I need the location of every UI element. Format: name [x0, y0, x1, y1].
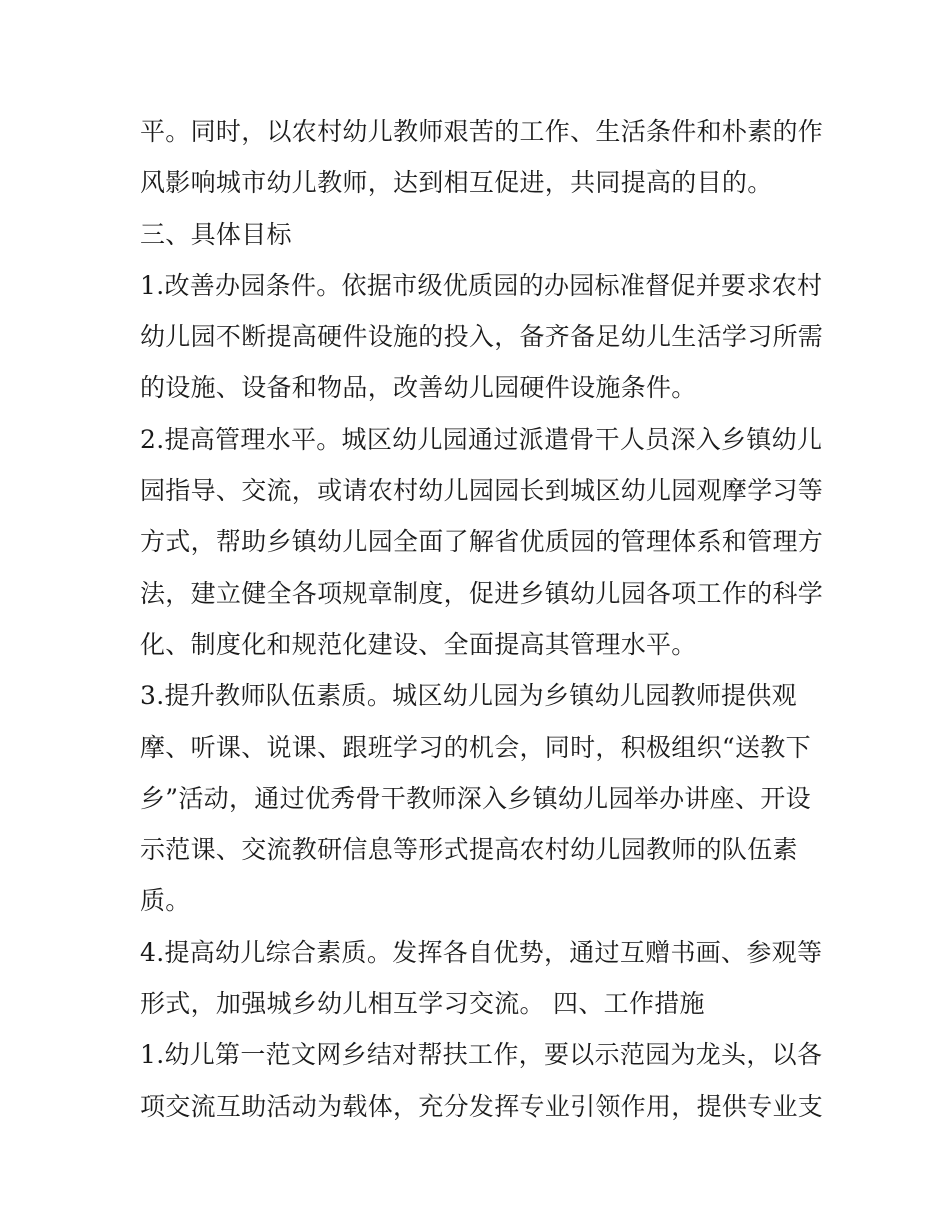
text-line-continuation: 平。同时，以农村幼儿教师艰苦的工作、生活条件和朴素的作 [140, 117, 824, 146]
body-text [140, 106, 824, 1132]
goal-4-line: 形式，加强城乡幼儿相互学习交流。 四、工作措施 [140, 989, 705, 1019]
goal-3-line: 3.提升教师队伍素质。城区幼儿园为乡镇幼儿园教师提供观 [140, 681, 797, 711]
goal-3-line: 摩、听课、说课、跟班学习的机会，同时，积极组织“送教下 [140, 732, 811, 762]
goal-3-line: 乡”活动，通过优秀骨干教师深入乡镇幼儿园举办讲座、开设 [140, 783, 811, 813]
measure-1-line: 项交流互助活动为载体，充分发挥专业引领作用，提供专业支 [140, 1091, 824, 1121]
goal-2-line: 法，建立健全各项规章制度，促进乡镇幼儿园各项工作的科学 [140, 578, 824, 608]
goal-1-line: 1.改善办园条件。依据市级优质园的办园标准督促并要求农村 [140, 270, 823, 300]
text-line-continuation: 风影响城市幼儿教师，达到相互促进，共同提高的目的。 [140, 168, 773, 198]
goal-2-line: 方式，帮助乡镇幼儿园全面了解省优质园的管理体系和管理方 [140, 527, 824, 557]
goal-2-line: 园指导、交流，或请农村幼儿园园长到城区幼儿园观摩学习等 [140, 476, 824, 506]
section-heading-specific-goals: 三、具体目标 [140, 219, 292, 249]
goal-2-line: 化、制度化和规范化建设、全面提高其管理水平。 [140, 629, 697, 659]
goal-1-line: 幼儿园不断提高硬件设施的投入，备齐备足幼儿生活学习所需 [140, 322, 824, 352]
goal-3-line: 质。 [140, 886, 191, 916]
goal-4-line: 4.提高幼儿综合素质。发挥各自优势，通过互赠书画、参观等 [140, 937, 823, 967]
goal-2-line: 2.提高管理水平。城区幼儿园通过派遣骨干人员深入乡镇幼儿 [140, 424, 823, 454]
goal-1-line: 的设施、设备和物品，改善幼儿园硬件设施条件。 [140, 373, 697, 403]
measure-1-line: 1.幼儿第一范文网乡结对帮扶工作，要以示范园为龙头，以各 [140, 1040, 823, 1070]
goal-3-line: 示范课、交流教研信息等形式提高农村幼儿园教师的队伍素 [140, 835, 798, 865]
